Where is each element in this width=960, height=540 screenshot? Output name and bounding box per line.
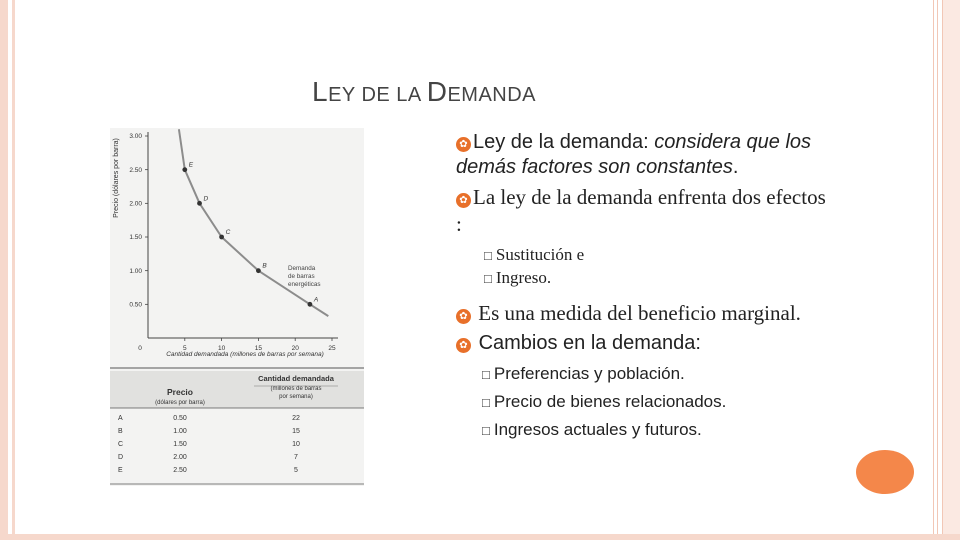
sub-incomes xyxy=(482,416,836,444)
point-label: C xyxy=(225,229,231,236)
box-bullet-icon: □ xyxy=(484,248,492,263)
y-axis-label: Precio (dólares por barra) xyxy=(113,138,120,218)
curve-label-line-3: energéticas xyxy=(288,281,321,288)
table-cell-price: 2.00 xyxy=(173,454,187,461)
bullet-law: ✿ Ley de la demanda: considera que los demás factores son constantes. xyxy=(456,131,812,178)
table-row-letter: D xyxy=(118,454,124,461)
table-row-letter: E xyxy=(118,467,123,474)
bullet-list xyxy=(456,130,836,444)
table-row-letter: B xyxy=(118,428,123,435)
y-tick-label: 0.50 xyxy=(129,301,142,309)
x-tick-label: 15 xyxy=(254,345,263,352)
table-cell-qty: 5 xyxy=(294,467,298,474)
data-point xyxy=(182,167,187,172)
table-header-qty-sub-2: por semana) xyxy=(279,394,313,400)
slide-title xyxy=(312,76,536,108)
title-rest-1: EY DE LA xyxy=(328,84,427,106)
table-header-qty: Cantidad demandada xyxy=(258,374,334,383)
x-tick-label: 5 xyxy=(182,345,187,352)
frame-left-stripe xyxy=(12,0,15,540)
bullet-marginal-text: Es una medida del beneficio marginal. xyxy=(478,301,801,325)
table-header-price: Precio xyxy=(167,387,193,397)
title-initial-2: D xyxy=(426,76,448,107)
sub-preferences-text: Preferencias y población. xyxy=(493,364,685,383)
frame-bottom-band xyxy=(0,534,960,540)
decorative-orange-circle xyxy=(856,450,914,494)
title-initial-1: L xyxy=(312,76,329,107)
table-cell-qty: 10 xyxy=(292,441,300,448)
x-tick-label: 20 xyxy=(291,345,299,352)
x-tick-label: 0 xyxy=(138,345,142,352)
curve-label-line-2: de barras xyxy=(288,273,315,280)
x-tick-label: 10 xyxy=(217,345,226,352)
y-tick-label: 2.00 xyxy=(129,200,142,208)
point-label: D xyxy=(203,195,209,203)
star-bullet-icon: ✿ xyxy=(456,193,471,208)
data-point xyxy=(256,268,261,273)
bullet-law-prefix: Ley de la demanda: xyxy=(473,131,655,153)
table-cell-qty: 15 xyxy=(292,428,300,435)
frame-right-band xyxy=(942,0,960,540)
title-rest-2: EMANDA xyxy=(447,84,537,106)
frame-left-band xyxy=(0,0,8,540)
y-tick-label: 1.50 xyxy=(129,234,142,242)
bullet-marginal xyxy=(456,300,836,327)
x-tick-label: 25 xyxy=(328,345,336,352)
curve-label-line-1: Demanda xyxy=(288,265,316,272)
bullet-effects xyxy=(456,184,836,238)
data-point xyxy=(219,235,224,240)
bullet-changes xyxy=(456,331,836,356)
frame-right-line xyxy=(933,0,934,540)
box-bullet-icon: □ xyxy=(484,271,492,286)
bullet-law-italic: considera que los demás factores son constantes xyxy=(456,131,812,178)
table-cell-price: 2.50 xyxy=(173,467,187,474)
box-bullet-icon: □ xyxy=(482,423,490,438)
bullet-effects-text: La ley de la demanda enfrenta dos efectos : xyxy=(456,185,826,236)
sub-substitution xyxy=(484,244,836,267)
table-cell-qty: 22 xyxy=(292,415,300,422)
point-label: E xyxy=(188,161,194,169)
data-point xyxy=(197,201,202,206)
table-cell-price: 1.00 xyxy=(173,428,187,435)
sub-related-goods xyxy=(482,388,836,416)
y-tick-label: 3.00 xyxy=(129,133,142,141)
sub-income xyxy=(484,267,836,290)
table-cell-price: 0.50 xyxy=(173,415,187,422)
star-bullet-icon: ✿ xyxy=(456,338,471,353)
table-cell-qty: 7 xyxy=(294,454,298,461)
box-bullet-icon: □ xyxy=(482,367,490,382)
table-row-letter: C xyxy=(118,441,124,448)
star-bullet-icon: ✿ xyxy=(456,309,471,324)
data-point xyxy=(308,302,313,307)
frame-right-line-2 xyxy=(937,0,938,540)
sub-preferences xyxy=(482,360,836,388)
table-header-qty-sub-1: (millones de barras xyxy=(270,386,322,392)
bullet-changes-text: Cambios en la demanda: xyxy=(478,332,701,354)
sub-income-text: Ingreso. xyxy=(495,268,552,287)
y-tick-label: 2.50 xyxy=(129,166,142,174)
box-bullet-icon: □ xyxy=(482,395,490,410)
star-bullet-icon: ✿ xyxy=(456,137,471,152)
y-tick-label: 1.00 xyxy=(129,267,142,275)
x-axis-label: Cantidad demandada (millones de barras por semana) xyxy=(166,351,324,358)
table-row-letter: A xyxy=(118,415,123,422)
point-label: A xyxy=(313,296,319,304)
sub-incomes-text: Ingresos actuales y futuros. xyxy=(493,420,702,439)
demand-figure xyxy=(110,128,364,486)
table-cell-price: 1.50 xyxy=(173,441,187,448)
sub-substitution-text: Sustitución e xyxy=(495,245,585,264)
table-header-price-sub: (dólares por barra) xyxy=(155,400,205,406)
point-label: B xyxy=(262,262,267,270)
sub-related-goods-text: Precio de bienes relacionados. xyxy=(493,392,727,411)
